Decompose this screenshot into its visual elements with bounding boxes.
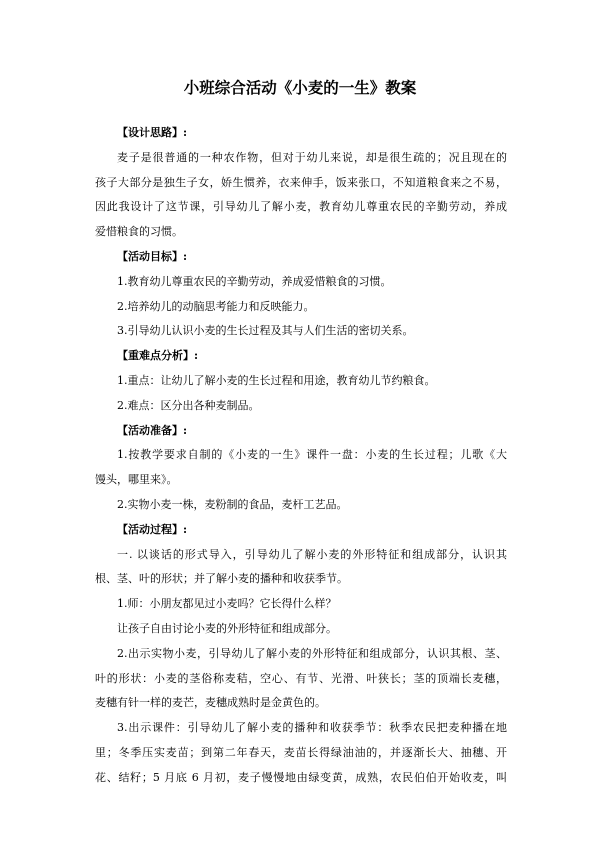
goal-item-2: 2.培养幼儿的动脑思考能力和反映能力。 bbox=[117, 299, 315, 313]
keypoint-item-2: 2.难点：区分出各种麦制品。 bbox=[117, 398, 260, 412]
paragraph-line: 一. 以谈话的形式导入，引导幼儿了解小麦的外形特征和组成部分，认识其 bbox=[117, 547, 507, 561]
section-heading-preparation: 【活动准备】: bbox=[117, 423, 188, 437]
goal-item-1: 1.教育幼儿尊重农民的辛勤劳动，养成爱惜粮食的习惯。 bbox=[117, 274, 392, 288]
document-title: 小班综合活动《小麦的一生》教案 bbox=[183, 78, 417, 97]
process-step-1-discussion: 让孩子自由讨论小麦的外形特征和组成部分。 bbox=[117, 621, 337, 635]
paragraph-line: 麦穗有针一样的麦芒，麦穗成熟时是金黄色的。 bbox=[95, 696, 326, 710]
document-body bbox=[95, 121, 507, 791]
preparation-item-1 bbox=[95, 443, 507, 493]
process-step-1: 1.师：小朋友都见过小麦吗？它长得什么样？ bbox=[117, 597, 337, 611]
section-heading-design: 【设计思路】: bbox=[117, 126, 188, 139]
paragraph-line: 里；冬季压实麦苗；到第二年春天，麦苗长得绿油油的，并逐渐长大、抽穗、开 bbox=[95, 745, 507, 759]
paragraph-line: 馒头，哪里来》。 bbox=[95, 473, 178, 487]
section-heading-goals: 【活动目标】: bbox=[117, 249, 188, 263]
paragraph-line: 麦子是很普通的一种农作物，但对于幼儿来说，却是很生疏的；况且现在的 bbox=[117, 150, 507, 164]
process-step-3 bbox=[95, 716, 507, 790]
section-heading-keypoints: 【重难点分析】: bbox=[117, 349, 199, 363]
paragraph-line: 因此我设计了这节课，引导幼儿了解小麦，教育幼儿尊重农民的辛勤劳动，养成 bbox=[95, 200, 507, 214]
paragraph-line: 1.按教学要求自制的《小麦的一生》课件一盘：小麦的生长过程；儿歌《大 bbox=[117, 448, 507, 462]
paragraph-line: 3.出示课件：引导幼儿了解小麦的播种和收获季节：秋季农民把麦种播在地 bbox=[117, 721, 507, 735]
keypoint-item-1: 1.重点：让幼儿了解小麦的生长过程和用途，教育幼儿节约粮食。 bbox=[117, 373, 436, 387]
preparation-item-2: 2.实物小麦一株，麦粉制的食品，麦杆工艺品。 bbox=[117, 497, 348, 511]
paragraph-line: 2.出示实物小麦，引导幼儿了解小麦的外形特征和组成部分，认识其根、茎、 bbox=[117, 646, 507, 660]
goal-item-3: 3.引导幼儿认识小麦的生长过程及其与人们生活的密切关系。 bbox=[117, 324, 414, 338]
process-step-intro bbox=[95, 543, 507, 593]
paragraph-line: 花、结籽；5 月底 6 月初，麦子慢慢地由绿变黄，成熟，农民伯伯开始收麦，叫 bbox=[95, 770, 507, 784]
section-heading-process: 【活动过程】: bbox=[117, 522, 188, 536]
design-paragraph bbox=[95, 146, 507, 245]
paragraph-line: 叶的形状：小麦的茎俗称麦秸，空心、有节、光滑、叶狭长；茎的顶端长麦穗， bbox=[95, 671, 507, 685]
process-step-2 bbox=[95, 642, 507, 716]
paragraph-line: 根、茎、叶的形状；并了解小麦的播种和收获季节。 bbox=[95, 572, 348, 586]
paragraph-line: 孩子大部分是独生子女，娇生惯养，衣来伸手，饭来张口，不知道粮食来之不易， bbox=[95, 175, 507, 189]
paragraph-line: 爱惜粮食的习惯。 bbox=[95, 225, 183, 239]
